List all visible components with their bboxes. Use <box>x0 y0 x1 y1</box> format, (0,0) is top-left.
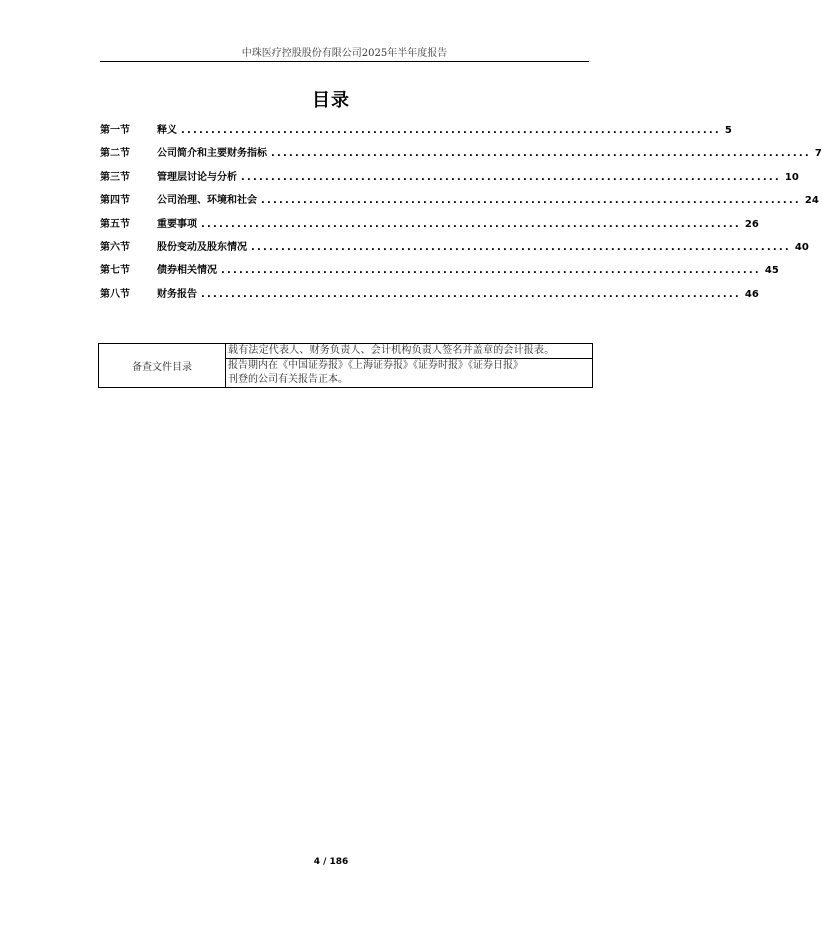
page-header: 中珠医疗控股股份有限公司2025年半年度报告 <box>241 48 448 59</box>
toc-leader-dots: .......................................................................................... <box>261 195 801 207</box>
toc-leader-dots: .......................................................................................... <box>181 125 721 136</box>
toc-page-number: 24 <box>804 195 819 207</box>
toc-section: 第四节 <box>100 195 130 207</box>
toc-section: 第六节 <box>100 241 130 253</box>
toc-leader-dots: .......................................................................................... <box>241 171 781 183</box>
toc-section: 第七节 <box>100 265 130 277</box>
toc-item[interactable] <box>100 261 779 284</box>
toc-section: 第三节 <box>100 171 130 183</box>
toc-page-number: 45 <box>764 265 779 277</box>
toc-section: 第五节 <box>100 218 130 230</box>
toc-item[interactable] <box>100 191 819 214</box>
header-rule <box>100 61 589 62</box>
reference-label: 备查文件目录 <box>99 344 226 388</box>
toc-item[interactable] <box>100 144 822 167</box>
toc-page-number: 46 <box>744 288 759 300</box>
toc-item[interactable] <box>100 285 759 308</box>
toc-leader-dots: .......................................................................................... <box>251 241 791 253</box>
toc-item-name: 财务报告 <box>157 288 197 300</box>
reference-item <box>226 359 593 388</box>
toc-page-number: 10 <box>784 171 799 183</box>
toc-item[interactable] <box>100 121 732 144</box>
toc-page-number: 5 <box>724 125 732 136</box>
toc-item-name: 重要事项 <box>157 218 197 230</box>
toc-page-number: 40 <box>794 241 809 253</box>
toc-item[interactable] <box>100 168 799 191</box>
toc-item-name: 股份变动及股东情况 <box>157 241 247 253</box>
toc-section: 第二节 <box>100 148 130 160</box>
toc-item-name: 公司治理、环境和社会 <box>157 195 257 207</box>
table-of-contents <box>100 121 822 308</box>
page-number: 4 / 186 <box>313 857 349 867</box>
toc-leader-dots: .......................................................................................... <box>201 288 741 300</box>
toc-leader-dots: .......................................................................................... <box>221 265 761 277</box>
toc-item-name: 管理层讨论与分析 <box>157 171 237 183</box>
toc-leader-dots: .......................................................................................... <box>271 148 811 160</box>
toc-page-number: 7 <box>814 148 822 160</box>
toc-page-number: 26 <box>744 218 759 230</box>
reference-line: 报告期内在《中国证券报》《上海证券报》《证券时报》《证券日报》 <box>228 360 523 371</box>
toc-item-name: 债券相关情况 <box>157 265 217 277</box>
toc-section: 第一节 <box>100 125 130 136</box>
toc-title: 目录 <box>312 90 350 111</box>
toc-item[interactable] <box>100 215 759 238</box>
toc-section: 第八节 <box>100 288 130 300</box>
reference-item: 载有法定代表人、财务负责人、会计机构负责人签名并盖章的会计报表。 <box>226 344 593 359</box>
toc-leader-dots: .......................................................................................... <box>201 218 741 230</box>
toc-item-name: 公司简介和主要财务指标 <box>157 148 267 160</box>
reference-line: 刊登的公司有关报告正本。 <box>228 374 348 385</box>
toc-item-name: 释义 <box>157 125 177 136</box>
reference-documents-table <box>98 343 593 388</box>
toc-item[interactable] <box>100 238 809 261</box>
